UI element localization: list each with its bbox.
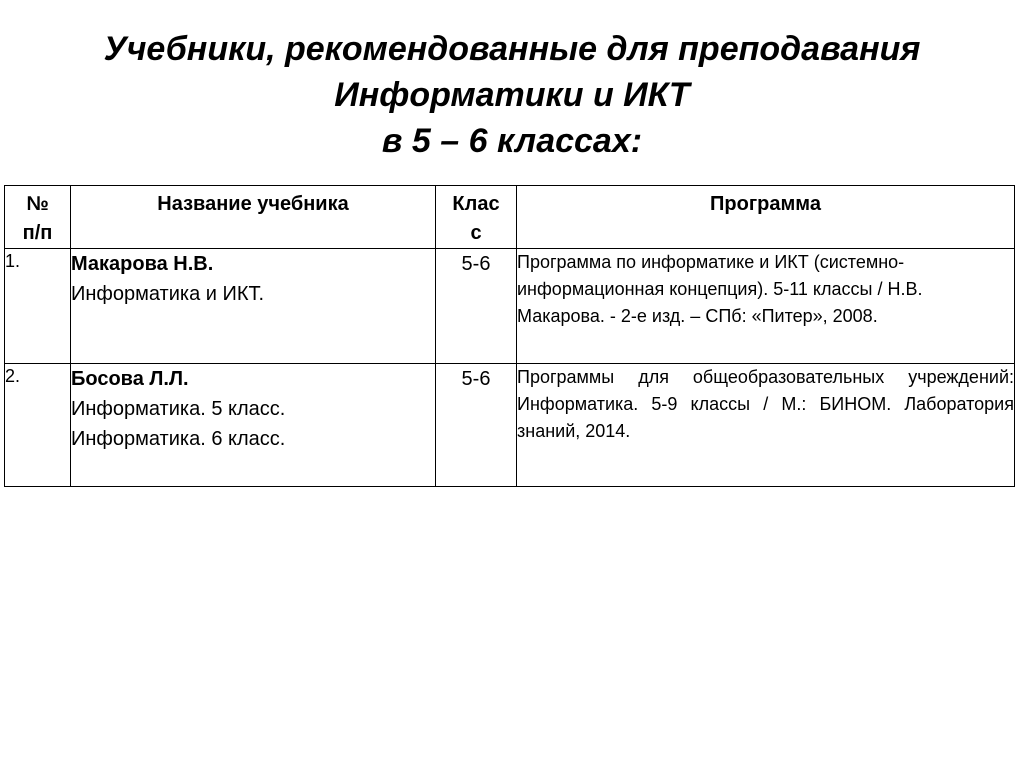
row-book-title: Информатика. 6 класс. — [71, 428, 286, 450]
row-program: Программа по информатике и ИКТ (системно-информационная концепция). 5-11 классы / Н.В. Макарова. - 2-е изд. – СПб: «Питер», 2008. — [517, 249, 1015, 364]
title-line-2: Информатики и ИКТ — [334, 76, 690, 114]
row-book-title: Информатика. 5 класс. — [71, 398, 286, 420]
table-header-row — [5, 186, 1015, 249]
header-number-line-2: п/п — [22, 222, 53, 244]
header-class-line-1: Клас — [452, 193, 500, 215]
header-number-line-1: № — [26, 193, 49, 215]
row-textbook — [71, 364, 436, 487]
page-title — [0, 26, 1024, 164]
header-class-line-2: с — [470, 222, 482, 244]
row-class: 5-6 — [436, 364, 517, 487]
title-line-3: в 5 – 6 классах: — [381, 122, 643, 160]
row-author: Босова Л.Л. — [71, 368, 189, 390]
row-textbook — [71, 249, 436, 364]
row-program: Программы для общеобразовательных учреждений: Информатика. 5-9 классы / М.: БИНОМ. Лаборатория знаний, 2014. — [517, 364, 1015, 487]
row-number: 2. — [5, 364, 71, 487]
table-row — [5, 249, 1015, 364]
header-class — [436, 186, 517, 249]
row-book-title: Информатика и ИКТ. — [71, 283, 265, 305]
title-line-1: Учебники, рекомендованные для преподавания — [103, 30, 921, 68]
row-class: 5-6 — [436, 249, 517, 364]
header-program: Программа — [517, 186, 1015, 249]
textbooks-table — [4, 185, 1015, 487]
table-row — [5, 364, 1015, 487]
header-number — [5, 186, 71, 249]
header-name: Название учебника — [71, 186, 436, 249]
row-number: 1. — [5, 249, 71, 364]
row-author: Макарова Н.В. — [71, 253, 214, 275]
